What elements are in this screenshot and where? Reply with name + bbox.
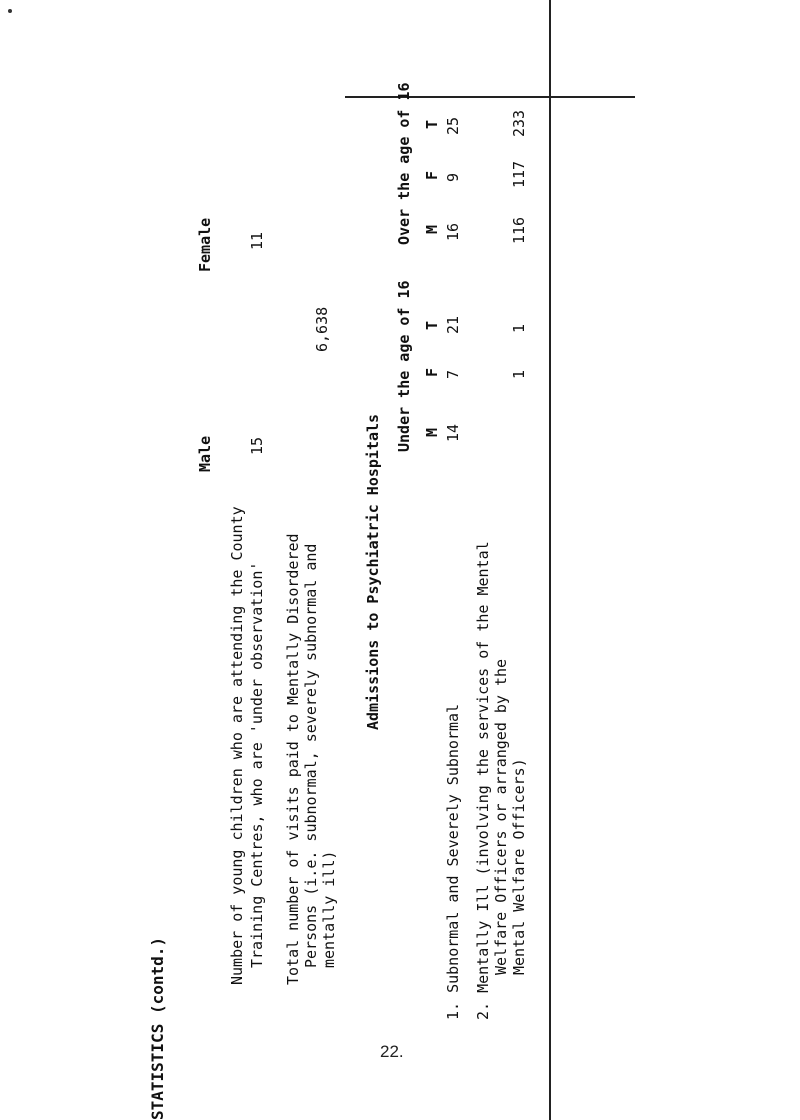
training-female-value: 11 [248,231,266,250]
row-1-over-m: 16 [444,222,462,241]
admissions-title: Admissions to Psychiatric Hospitals [364,413,382,730]
row-2-over-t: 233 [510,109,528,137]
row-2-label-line-2: Welfare Officers or arranged by the [492,658,510,975]
vertical-rule [345,96,635,98]
under-16-m-header: M [423,427,441,437]
row-1-over-f: 9 [444,172,462,182]
row-2-label-line-1: 2. Mentally Ill (involving the services of the Mental [474,541,492,1020]
row-1-label: 1. Subnormal and Severely Subnormal [444,703,462,1020]
visits-line-1: Total number of visits paid to Mentally Disordered [284,533,302,985]
horizontal-rule [549,0,551,1120]
row-2-over-m: 116 [510,216,528,244]
page-number: 22. [380,1042,404,1061]
training-male-value: 15 [248,436,266,455]
visits-line-3: mentally ill) [320,850,338,968]
row-2-label-line-3: Mental Welfare Officers) [510,758,528,975]
row-2-under-f: 1 [510,369,528,379]
row-2-under-t: 1 [510,323,528,333]
over-16-f-header: F [423,170,441,180]
visits-line-2: Persons (i.e. subnormal, severely subnormal and [302,543,320,968]
page-heading: STATISTICS (contd.) [148,936,167,1120]
training-line-1: Number of young children who are attending the County [228,506,246,985]
over-16-header: Over the age of 16 [395,82,413,245]
scan-speck [8,9,12,13]
row-1-over-t: 25 [444,116,462,135]
under-16-f-header: F [423,367,441,377]
row-2-over-f: 117 [510,160,528,188]
column-header-male: Male [196,435,214,472]
row-1-under-f: 7 [444,369,462,379]
visits-total-value: 6,638 [313,306,331,352]
row-1-under-t: 21 [444,315,462,334]
under-16-header: Under the age of 16 [395,280,413,452]
over-16-t-header: T [423,119,441,129]
column-header-female: Female [196,217,214,272]
under-16-t-header: T [423,320,441,330]
training-line-2: Training Centres, who are 'under observation' [248,561,266,968]
over-16-m-header: M [423,224,441,234]
row-1-under-m: 14 [444,423,462,442]
